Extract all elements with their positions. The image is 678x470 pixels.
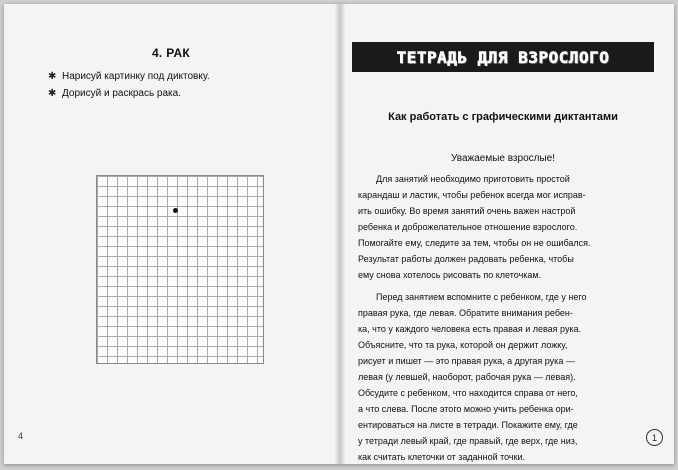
asterisk-bullet-icon: ✱ — [48, 70, 57, 82]
lesson-title: 4. РАК — [151, 46, 191, 60]
instruction-item — [48, 87, 318, 99]
left-page — [4, 4, 338, 464]
greeting: Уважаемые взрослые! — [450, 153, 556, 164]
asterisk-bullet-icon: ✱ — [48, 87, 57, 99]
banner-title — [352, 42, 654, 72]
instruction-text: Дорисуй и раскрась рака. — [62, 87, 181, 99]
notebook-spread — [4, 4, 674, 464]
instruction-list — [48, 70, 318, 104]
instruction-item — [48, 70, 318, 82]
body-text — [358, 171, 648, 465]
section-subtitle: Как работать с графическими диктантами — [388, 111, 618, 123]
right-page — [342, 4, 674, 464]
page-number: 1 — [651, 432, 657, 443]
paragraph: Для занятий необходимо приготовить простой карандаш и ластик, чтобы ребенок всегда мог исправ- ить ошибку. Во время занятий очень важен настрой ребенка и доброжелательное отношение взрослого. Помогайте ему, следите за тем, чтобы он не ошибался. Результат работы должен радовать ребенка, чтобы ему снова хотелось рисовать по клеточкам. — [358, 174, 591, 280]
start-point-dot — [173, 208, 178, 213]
paragraph: Перед занятием вспомните с ребенком, где у него правая рука, где левая. Обратите внимания ребен- ка, что у каждого человека есть правая и левая рука. Объясните, что та рука, которой он держит ложку, рисует и пишет — это правая рука, а другая рука — левая (у левшей, наоборот, рабочая рука — левая). Обсудите с ребенком, что находится справа от него, а что слева. После этого можно учить ребенка ори- ентироваться на листе в тетради. Покажите ему, где у тетради левый край, где правый, где верх, где низ, как считать клеточки от заданной точки. — [358, 292, 587, 462]
instruction-text: Нарисуй картинку под диктовку. — [62, 70, 210, 82]
banner-title-text: ТЕТРАДЬ ДЛЯ ВЗРОСЛОГО — [396, 47, 610, 67]
page-number: 4 — [18, 431, 24, 441]
page-number-circle — [646, 429, 663, 446]
drawing-grid[interactable] — [96, 175, 264, 364]
